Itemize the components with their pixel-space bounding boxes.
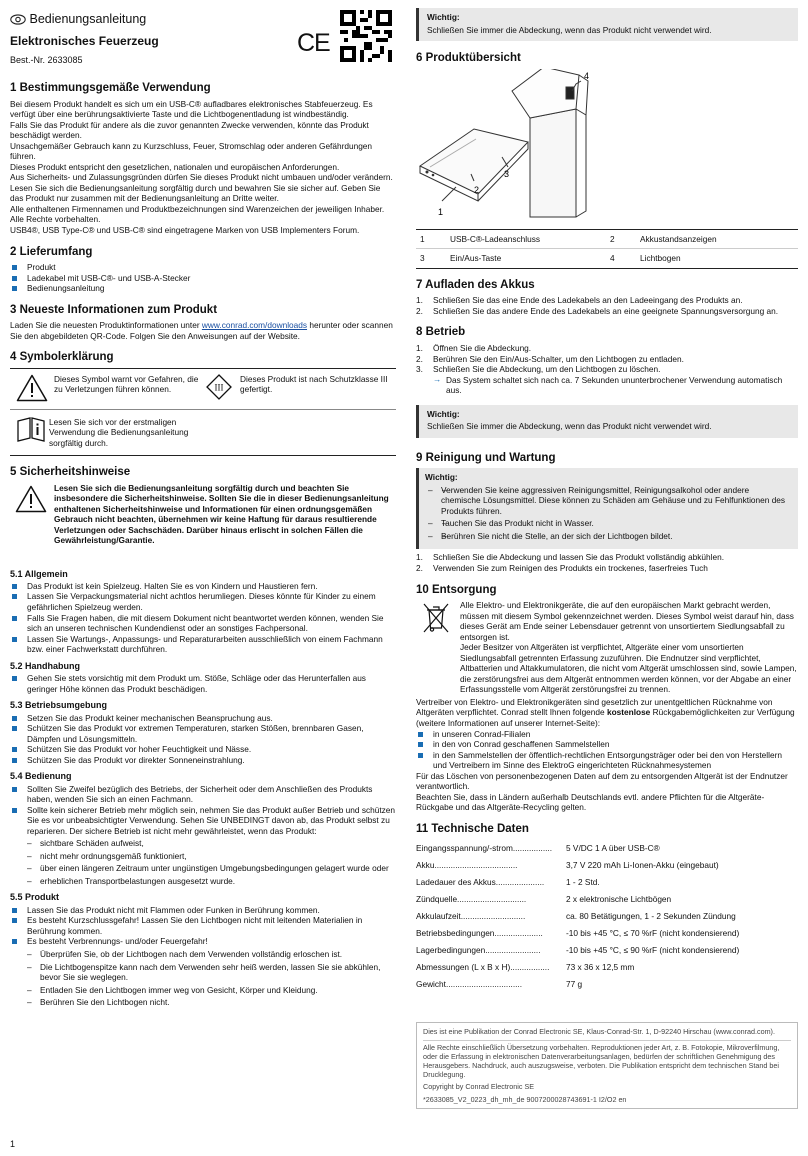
spec-value: 73 x 36 x 12,5 mm	[566, 961, 635, 972]
dash-item: – sichtbare Schäden aufweist,	[10, 838, 396, 849]
paragraph: Beachten Sie, dass in Ländern außerhalb Deutschlands evtl. andere Pflichten für die Altgeräte-Rückgabe und das Altgeräte-Recycling gelten.	[416, 791, 765, 813]
list-item: in den von Conrad geschaffenen Sammelstellen	[416, 739, 798, 750]
class3-symbol: III	[214, 382, 224, 393]
part-label: Lichtbogen	[640, 253, 681, 264]
dash-item: – Entladen Sie den Lichtbogen immer weg von Gesicht, Körper und Kleidung.	[10, 985, 396, 996]
eye-icon	[10, 14, 26, 30]
step: 2. Berühren Sie den Ein/Aus-Schalter, um den Lichtbogen zu entladen.	[416, 353, 684, 364]
note-text: Schließen Sie immer die Abdeckung, wenn das Produkt nicht verwendet wird.	[427, 24, 712, 35]
subsection-title: 5.2 Handhabung	[10, 660, 81, 671]
dash-text: Berühren Sie nicht die Stelle, an der sich der Lichtbogen bildet.	[441, 530, 673, 541]
step-text: Schließen Sie die Abdeckung und lassen Sie das Produkt vollständig abkühlen.	[433, 552, 725, 563]
list-item: Ladekabel mit USB-C®- und USB-A-Stecker	[10, 273, 396, 284]
dash-item: – erheblichen Transportbelastungen ausgesetzt wurde.	[10, 876, 396, 887]
paragraph: USB4®, USB Type-C® und USB-C® sind eingetragene Marken von USB Implementers Forum.	[10, 224, 360, 235]
dash-item: – Die Lichtbogenspitze kann nach dem Verwenden sehr heiß werden, lassen Sie sie abkühlen, bevor Sie sie weglegen.	[10, 962, 396, 983]
warning-triangle-icon	[15, 485, 47, 516]
product-illustration	[416, 69, 798, 219]
table-row	[416, 907, 798, 924]
list-item: Schützen Sie das Produkt vor direkter Sonneneinstrahlung.	[10, 755, 396, 766]
spec-key: Akkulaufzeit............................	[416, 910, 526, 921]
table-row	[416, 890, 798, 907]
document-header	[10, 10, 396, 70]
callout-1: 1	[438, 206, 444, 217]
note-title: Wichtig:	[427, 12, 460, 22]
note-text: Schließen Sie immer die Abdeckung, wenn das Produkt nicht verwendet wird.	[427, 421, 712, 432]
step: 2. Schließen Sie das andere Ende des Ladekabels an eine geeignete Spannungsversorgung an.	[416, 305, 779, 316]
disposal-block	[416, 600, 798, 695]
crossed-bin-icon	[422, 602, 450, 637]
paragraph: Alle enthaltenen Firmennamen und Produktbezeichnungen sind Warenzeichen der jeweiligen Inhaber. Alle Rechte vorbehalten.	[10, 203, 385, 225]
step: 1. Öffnen Sie die Abdeckung.	[416, 342, 532, 353]
spec-value: 1 - 2 Std.	[566, 876, 600, 887]
table-row	[416, 924, 798, 941]
list-item: Schützen Sie das Produkt vor hoher Feuchtigkeit und Nässe.	[10, 744, 396, 755]
warning-symbol-text: Dieses Symbol warnt vor Gefahren, die zu Verletzungen führen können.	[54, 373, 199, 395]
important-note	[416, 468, 798, 549]
dash-item: – – Tauchen Sie das Produkt nicht in Wasser.	[425, 518, 790, 529]
table-row	[416, 230, 798, 249]
downloads-link[interactable]: www.conrad.com/downloads	[201, 320, 308, 331]
order-number: Best.-Nr. 2633085	[10, 55, 83, 65]
section-title: 6 Produktübersicht	[416, 52, 521, 65]
table-row	[416, 249, 798, 268]
footer-line: Copyright by Conrad Electronic SE	[423, 1082, 535, 1092]
downloads-paragraph	[10, 320, 396, 341]
dash-item: – – Berühren Sie nicht die Stelle, an der sich der Lichtbogen bildet.	[425, 531, 790, 542]
dash-text: Verwenden Sie keine aggressiven Reinigungsmittel, Reinigungsalkohol oder andere chemische Lösungsmittel. Diese können zu Schäden am Gehäuse und zu Fehlfunktionen des Produkts führen.	[441, 484, 786, 516]
text-bold: kostenlose	[606, 707, 651, 718]
paragraph: Lesen Sie sich die Bedienungsanleitung sorgfältig durch und bewahren Sie sie sicher auf. Geben Sie das Produkt nur zusammen mit der Bedienungsanleitung an Dritte weiter.	[10, 182, 381, 204]
symbol-row	[10, 410, 396, 455]
safety-intro	[10, 483, 396, 563]
step: 1. Schließen Sie das eine Ende des Ladekabels an den Ladeeingang des Produkts an.	[416, 295, 743, 306]
protection-class-3-icon	[206, 374, 232, 403]
dash-item: – – Verwenden Sie keine aggressiven Reinigungsmittel, Reinigungsalkohol oder andere chemische Lösungsmittel. Diese können zu Schäden am Gehäuse und zu Fehlfunktionen des Produkts führen.	[425, 485, 790, 517]
safety-intro-text: Lesen Sie sich die Bedienungsanleitung sorgfältig durch und beachten Sie insbesondere die Sicherheitshinweise. Sollten Sie die in dieser Bedienungsanleitung enthaltenen Sicherheitshinweise und Informationen für einen ordnungsgemäßen Gebrauch nicht beachten, übernehmen wir keine Haftung für daraus resultierende Verletzungen oder Sachschäden. Darüber hinaus erlischt in solchen Fällen die Gewährleistung/Garantie.	[54, 482, 389, 546]
paragraph	[416, 697, 798, 729]
qr-code[interactable]	[340, 10, 392, 65]
manual-label-row	[10, 12, 146, 30]
symbol-row	[10, 369, 396, 409]
important-note	[416, 405, 798, 438]
footer-line: Dies ist eine Publikation der Conrad Electronic SE, Klaus-Conrad-Str. 1, D-92240 Hirschau (www.conrad.com).	[423, 1027, 775, 1037]
spec-key: Akku....................................	[416, 859, 518, 870]
text: Laden Sie die neuesten Produktinformationen unter	[10, 320, 202, 331]
section-1-body	[10, 99, 396, 236]
list-item: Das Produkt ist kein Spielzeug. Halten Sie es von Kindern und Haustieren fern.	[10, 581, 396, 592]
callout-4: 4	[584, 70, 590, 81]
list-item: Lassen Sie Verpackungsmaterial nicht achtlos herumliegen. Dieses könnte für Kinder zu einem gefährlichen Spielzeug werden.	[10, 591, 396, 612]
list-item: Produkt	[10, 262, 396, 273]
spec-key: Betriebsbedingungen.....................	[416, 927, 543, 938]
lighter-drawing	[416, 69, 798, 219]
warning-triangle-icon	[16, 374, 48, 405]
class3-symbol-text: Dieses Produkt ist nach Schutzklasse III gefertigt.	[240, 373, 388, 395]
list-item: Lassen Sie das Produkt nicht mit Flammen oder Funken in Berührung kommen.	[10, 905, 396, 916]
read-manual-icon	[16, 416, 46, 445]
section-title: 8 Betrieb	[416, 326, 466, 339]
list-item: Setzen Sie das Produkt keiner mechanischen Beanspruchung aus.	[10, 713, 396, 724]
list-item: Lassen Sie Wartungs-, Anpassungs- und Reparaturarbeiten ausschließlich von einem Fachmann bzw. einer Fachwerkstatt durchführen.	[10, 634, 396, 655]
paragraph: Alle Elektro- und Elektronikgeräte, die auf den europäischen Markt gebracht werden, müssen mit diesem Symbol gekennzeichnet werden. Dieses Symbol weist darauf hin, dass dieses Gerät am Ende seiner Lebensdauer getrennt von unsortiertem Siedlungsabfall zu entsorgen ist.	[460, 600, 794, 642]
spec-key: Eingangsspannung/-strom.................	[416, 842, 553, 853]
section-title: 10 Entsorgung	[416, 583, 497, 596]
list-item: Es besteht Kurzschlussgefahr! Lassen Sie den Lichtbogen nicht mit leitenden Materialien in Berührung kommen.	[10, 915, 396, 936]
part-number: 3	[420, 253, 425, 264]
paragraph: Jeder Besitzer von Altgeräten ist verpflichtet, Altgeräte einer vom unsortierten Siedlungsabfall getrennten Erfassung zuzuführen. Die Endnutzer sind verpflichtet, Altbatterien und Altakkumulatoren, die nicht vom Altgerät umschlossen sind, sowie Lampen, die zerstörungsfrei aus dem Altgerät entnommen werden können, vor der Abgabe an einer Erfassungsstelle vom Altgerät zerstörungsfrei zu trennen.	[460, 642, 797, 695]
subsection-title: 5.4 Bedienung	[10, 771, 72, 782]
paragraph: Aus Sicherheits- und Zulassungsgründen dürfen Sie dieses Produkt nicht umbauen und/oder verändern.	[10, 172, 393, 183]
list-item: Gehen Sie stets vorsichtig mit dem Produkt um. Stöße, Schläge oder das Herunterfallen aus geringer Höhe können das Produkt beschädigen.	[10, 673, 396, 694]
list-item: Schützen Sie das Produkt vor extremen Temperaturen, starken Stößen, brennbaren Gasen, Dämpfen und Lösungsmitteln.	[10, 723, 396, 744]
step-text: Schließen Sie das andere Ende des Ladekabels an eine geeignete Spannungsversorgung an.	[433, 305, 779, 316]
part-number: 4	[610, 253, 615, 264]
part-label: Akkustandsanzeigen	[640, 233, 717, 244]
read-manual-text: Lesen Sie sich vor der erstmaligen Verwendung die Bedienungsanleitung sorgfältig durch.	[49, 416, 189, 448]
paragraph: Dieses Produkt entspricht den gesetzlichen, nationalen und europäischen Anforderungen.	[10, 161, 340, 172]
spec-value: 5 V/DC 1 A über USB-C®	[566, 842, 660, 853]
subsection-title: 5.5 Produkt	[10, 892, 60, 903]
dash-item: – Berühren Sie den Lichtbogen nicht.	[10, 997, 396, 1008]
step-text: Schließen Sie das eine Ende des Ladekabels an den Ladeeingang des Produkts an.	[433, 295, 743, 306]
right-column	[416, 8, 798, 1109]
step-text: Öffnen Sie die Abdeckung.	[433, 342, 532, 353]
part-label: Ein/Aus-Taste	[450, 253, 502, 264]
callout-3: 3	[504, 168, 510, 179]
manual-label: Bedienungsanleitung	[29, 12, 147, 26]
table-row	[416, 975, 798, 992]
dash-item: – Überprüfen Sie, ob der Lichtbogen nach dem Verwenden vollständig erloschen ist.	[10, 949, 396, 960]
list-item: Falls Sie Fragen haben, die mit diesem Dokument nicht beantwortet werden können, wenden Sie sich an unseren technischen Kundendienst oder an sonstiges Fachpersonal.	[10, 613, 396, 634]
spec-key: Abmessungen (L x B x H).................	[416, 961, 550, 972]
spec-key: Lagerbedingungen........................	[416, 944, 541, 955]
arrow-right-icon: →	[433, 373, 442, 384]
text: Rückgabemöglichkeiten zur Verfügung (weitere Informationen auf unserer Internet-Seite):	[416, 707, 795, 728]
result-note	[416, 375, 798, 396]
table-row	[416, 958, 798, 975]
section-title: 5 Sicherheitshinweise	[10, 465, 131, 478]
text: Vertreiber von Elektro- und Elektronikgeräten sind gesetzlich zur unentgeltlichen Rücknahme von Altgeräten verpflichtet. Conrad stellt Ihnen folgende	[416, 696, 773, 718]
section-title: 4 Symbolerklärung	[10, 351, 114, 364]
paragraph: Bei diesem Produkt handelt es sich um ein USB-C® aufladbares elektronisches Stabfeuerzeug. Es verfügt über eine berührungsaktivierte Taste und die Lichtbogenentladung ist windbeständig.	[10, 98, 373, 120]
section-title: 3 Neueste Informationen zum Produkt	[10, 303, 218, 316]
dash-item: – über einen längeren Zeitraum unter ungünstigen Umgebungsbedingungen gelagert wurde oder	[10, 863, 396, 874]
step: 2. Verwenden Sie zum Reinigen des Produkts ein trockenes, faserfreies Tuch	[416, 563, 708, 573]
spec-value: 3,7 V 220 mAh Li-Ionen-Akku (eingebaut)	[566, 859, 719, 870]
spec-key: Ladedauer des Akkus.....................	[416, 876, 545, 887]
list-item: in den Sammelstellen der öffentlich-rechtlichen Entsorgungsträger oder bei den von Herstellern und Vertreibern im Sinne des ElektroG eingerichteten Rücknahmesystemen	[416, 750, 798, 771]
subsection-title: 5.1 Allgemein	[10, 568, 68, 579]
table-row	[416, 873, 798, 890]
part-number: 1	[420, 233, 425, 244]
section-title: 2 Lieferumfang	[10, 245, 93, 258]
publisher-footer	[416, 1022, 798, 1109]
left-column	[10, 10, 396, 1010]
text: herunter oder scannen Sie den abgebildeten QR-Code. Folgen Sie den Anweisungen auf der Website.	[10, 320, 393, 341]
footer-line: Alle Rechte einschließlich Übersetzung vorbehalten. Reproduktionen jeder Art, z. B. Fotokopie, Mikroverfilmung, oder die Erfassung in elektronischen Datenverarbeitungsanlagen, bedürfen der schriftlichen Genehmigung des Herausgebers. Nachdruck, auch auszugsweise, verboten. Die Publikation entspricht dem technischen Stand bei Drucklegung.	[423, 1042, 780, 1080]
tech-specs-table	[416, 839, 798, 992]
table-row	[416, 941, 798, 958]
step: 1. Schließen Sie die Abdeckung und lassen Sie das Produkt vollständig abkühlen.	[416, 552, 725, 563]
part-label: USB-C®-Ladeanschluss	[450, 233, 541, 244]
step: 3. Schließen Sie die Abdeckung, um den Lichtbogen zu löschen.	[416, 364, 661, 375]
paragraph: Falls Sie das Produkt für andere als die zuvor genannten Zwecke verwenden, könnte das Produkt beschädigt werden.	[10, 119, 369, 141]
spec-key: Gewicht.................................	[416, 978, 523, 989]
table-row	[416, 839, 798, 856]
spec-key: Zündquelle..............................	[416, 893, 527, 904]
note-title: Wichtig:	[427, 408, 460, 419]
step-text: Berühren Sie den Ein/Aus-Schalter, um den Lichtbogen zu entladen.	[433, 353, 684, 364]
parts-table	[416, 230, 798, 268]
note-title: Wichtig:	[425, 472, 458, 483]
list-item: Es besteht Verbrennungs- und/oder Feuergefahr!	[10, 936, 396, 947]
step-text: Verwenden Sie zum Reinigen des Produkts ein trockenes, faserfreies Tuch	[433, 563, 708, 573]
footer-line: *2633085_V2_0223_dh_mh_de 9007200028743691-1 I2/O2 en	[423, 1094, 627, 1104]
callout-2: 2	[474, 184, 480, 195]
spec-value: ca. 80 Betätigungen, 1 - 2 Sekunden Zündung	[566, 910, 736, 921]
spec-value: 2 x elektronische Lichtbögen	[566, 893, 672, 904]
step-text: Schließen Sie die Abdeckung, um den Lichtbogen zu löschen.	[433, 364, 661, 375]
dash-text: Tauchen Sie das Produkt nicht in Wasser.	[441, 518, 594, 529]
subsection-title: 5.3 Betriebsumgebung	[10, 700, 108, 711]
page-number: 1	[10, 1139, 16, 1149]
spec-value: -10 bis +45 °C, ≤ 70 %rF (nicht kondensierend)	[566, 927, 740, 938]
section-title: 9 Reinigung und Wartung	[416, 451, 556, 464]
ce-mark: CE	[297, 29, 330, 57]
product-title: Elektronisches Feuerzeug	[10, 34, 159, 48]
list-item: Bedienungsanleitung	[10, 283, 396, 294]
paragraph: Für das Löschen von personenbezogenen Daten auf dem zu entsorgenden Altgerät ist der Endnutzer verantwortlich.	[416, 770, 788, 792]
dash-item: – nicht mehr ordnungsgemäß funktioniert,	[10, 851, 396, 862]
table-row	[416, 856, 798, 873]
important-note	[416, 8, 798, 41]
paragraph: Unsachgemäßer Gebrauch kann zu Kurzschluss, Feuer, Stromschlag oder anderen Gefährdungen führen.	[10, 140, 373, 162]
part-number: 2	[610, 233, 615, 244]
section-title: 1 Bestimmungsgemäße Verwendung	[10, 82, 211, 94]
section-title: 11 Technische Daten	[416, 822, 529, 835]
list-item: in unseren Conrad-Filialen	[416, 729, 798, 740]
spec-value: 77 g	[566, 978, 583, 989]
result-text: Das System schaltet sich nach ca. 7 Sekunden ununterbrochener Verwendung automatisch aus.	[446, 374, 783, 396]
list-item: Sollten Sie Zweifel bezüglich des Betriebs, der Sicherheit oder dem Anschließen des Produkts haben, wenden Sie sich an einen Fachmann.	[10, 784, 396, 805]
spec-value: -10 bis +45 °C, ≤ 90 %rF (nicht kondensierend)	[566, 944, 740, 955]
list-item: Sollte kein sicherer Betrieb mehr möglich sein, nehmen Sie das Produkt außer Betrieb und schützen Sie es vor unbeabsichtigter Verwendung. Sehen Sie UNBEDINGT davon ab, das Produkt selbst zu reparieren. Der sichere Betrieb ist nicht mehr gewährleistet, wenn das Produkt:	[10, 805, 396, 837]
section-title: 7 Aufladen des Akkus	[416, 278, 535, 291]
